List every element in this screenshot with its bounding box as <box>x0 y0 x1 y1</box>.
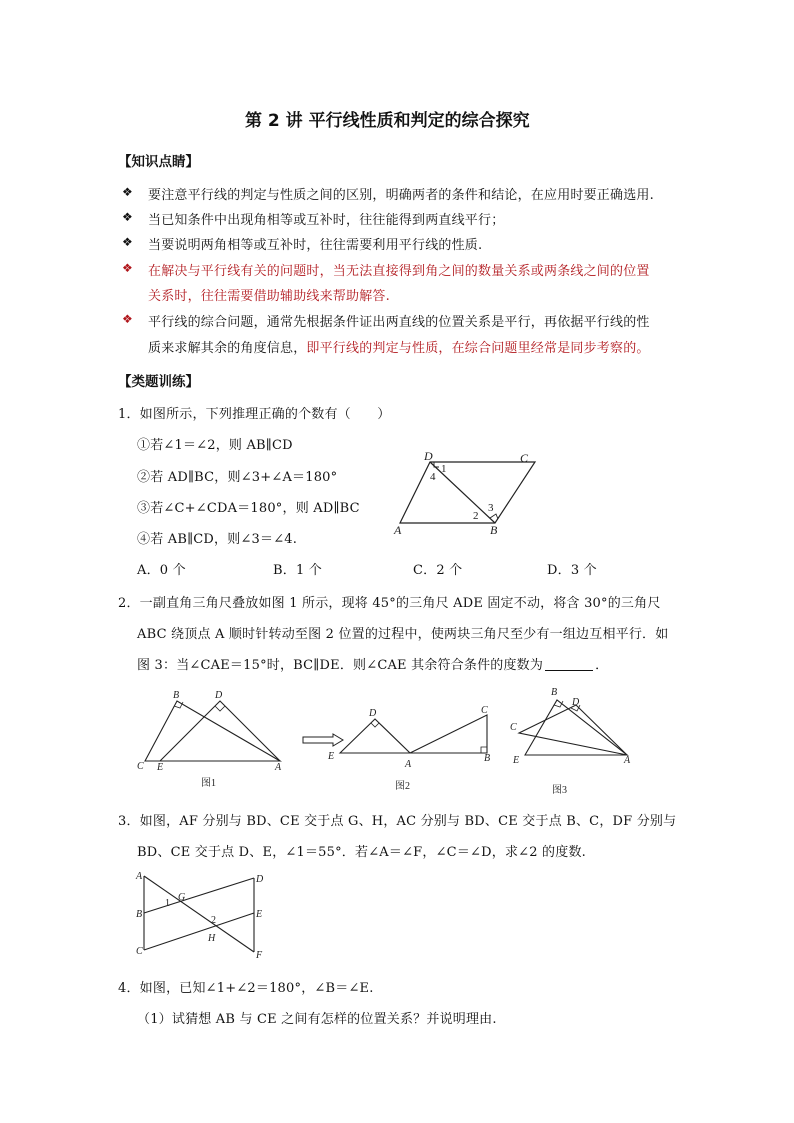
q3-line2: BD、CE 交于点 D、E，∠1＝55°．若∠A＝∠F，∠C＝∠D，求∠2 的度数. <box>137 845 586 860</box>
caption-fig2: 图2 <box>395 781 410 792</box>
knowledge-point-1: 要注意平行线的判定与性质之间的区别，明确两者的条件和结论，在应用时要正确选用. <box>148 188 654 203</box>
fig1-label-d: D <box>215 690 223 701</box>
section-heading-practice: 【类题训练】 <box>118 374 199 390</box>
fig2-triangle-abc <box>410 715 487 753</box>
knowledge-point-2: 当已知条件中出现角相等或互补时，往往能得到两直线平行； <box>148 213 505 228</box>
page-title: 第 2 讲 平行线性质和判定的综合探究 <box>245 111 530 131</box>
line-bd <box>144 878 254 913</box>
label-e: E <box>256 909 263 920</box>
label-c: C <box>520 451 529 465</box>
q1-parallelogram-figure <box>390 448 550 538</box>
caption-fig1: 图1 <box>201 778 216 789</box>
q2-answer-blank[interactable] <box>545 670 593 671</box>
q1-option-d: D．3 个 <box>547 563 597 578</box>
q1-statement-1: ①若∠1＝∠2，则 AB∥CD <box>137 438 293 453</box>
q1-option-b: B．1 个 <box>273 563 322 578</box>
q2-line2: ABC 绕顶点 A 顺时针转动至图 2 位置的过程中，使两块三角尺至少有一组边互相平行．如 <box>137 627 669 642</box>
bullet-icon: ❖ <box>122 312 133 326</box>
label-b: B <box>136 909 143 920</box>
knowledge-point-5-line1: 平行线的综合问题，通常先根据条件证出两直线的位置关系是平行，再依据平行线的性 <box>148 315 650 330</box>
q2-triangle-figures <box>135 683 655 798</box>
label-d: D <box>424 449 433 463</box>
q2-line3-text: 图 3：当∠CAE＝15°时，BC∥DE．则∠CAE 其余符合条件的度数为 <box>137 658 544 673</box>
q3-figure <box>132 868 272 960</box>
label-d: D <box>256 874 264 885</box>
knowledge-point-5-line2 <box>148 337 650 356</box>
fig2-label-b: B <box>484 753 491 764</box>
angle-label-3: 3 <box>488 502 494 514</box>
angle-mark <box>490 514 498 519</box>
knowledge-point-4-line2: 关系时，往往需要借助辅助线来帮助解答. <box>148 289 390 304</box>
label-c: C <box>136 946 143 957</box>
q2-line1: 2．一副直角三角尺叠放如图 1 所示，现将 45°的三角尺 ADE 固定不动，将含 30°的三角尺 <box>118 596 661 611</box>
label-a: A <box>394 523 402 537</box>
knowledge-point-4-line1: 在解决与平行线有关的问题时，当无法直接得到角之间的数量关系或两条线之间的位置 <box>148 264 650 279</box>
bullet-icon: ❖ <box>122 185 133 199</box>
q2-line3 <box>137 654 608 673</box>
line-af <box>144 876 254 952</box>
knowledge-point-3: 当要说明两角相等或互补时，往往需要利用平行线的性质. <box>148 238 483 253</box>
q1-option-a: A．0 个 <box>137 563 186 578</box>
caption-fig3: 图3 <box>552 785 567 796</box>
angle-label-1: 1 <box>441 463 447 475</box>
angle-label-2: 2 <box>473 510 479 522</box>
diagonal-db <box>430 462 495 523</box>
fig3-triangle-abc <box>525 700 627 755</box>
parallelogram <box>400 462 535 523</box>
fig1-triangle-ade <box>160 701 280 761</box>
knowledge-point-5-black: 质来求解其余的角度信息， <box>148 341 307 356</box>
fig3-label-b: B <box>551 687 558 698</box>
label-h: H <box>208 933 216 944</box>
q1-statement-3: ③若∠C+∠CDA＝180°，则 AD∥BC <box>137 501 360 516</box>
transition-arrow <box>303 734 343 746</box>
fig1-triangle-abc <box>145 701 280 761</box>
angle-label-1: 1 <box>165 898 170 909</box>
fig1-label-c: C <box>137 761 144 772</box>
fig3-label-a: A <box>624 755 631 766</box>
label-f: F <box>256 950 263 960</box>
q1-option-c: C．2 个 <box>413 563 463 578</box>
label-b: B <box>490 523 498 537</box>
q4-line1: 4．如图，已知∠1+∠2＝180°，∠B＝∠E. <box>118 981 374 996</box>
bullet-icon: ❖ <box>122 235 133 249</box>
fig3-label-e: E <box>513 755 520 766</box>
q3-line1: 3．如图，AF 分别与 BD、CE 交于点 G、H，AC 分别与 BD、CE 交于点 B、C，DF 分别与 <box>118 814 677 829</box>
fig2-label-a: A <box>405 759 412 770</box>
q4-line2: （1）试猜想 AB 与 CE 之间有怎样的位置关系？并说明理由. <box>137 1012 497 1027</box>
fig1-label-e: E <box>157 762 164 773</box>
q1-statement-2: ②若 AD∥BC，则∠3+∠A＝180° <box>137 470 338 485</box>
fig2-label-e: E <box>328 751 335 762</box>
q2-line3-end: ． <box>595 658 609 673</box>
label-a: A <box>136 871 143 882</box>
section-heading-knowledge: 【知识点睛】 <box>118 154 199 170</box>
line-ce <box>144 913 254 950</box>
bullet-icon: ❖ <box>122 261 133 275</box>
label-g: G <box>178 892 186 903</box>
angle-label-2: 2 <box>211 915 216 926</box>
fig1-label-a: A <box>275 762 282 773</box>
fig1-label-b: B <box>173 690 180 701</box>
q1-statement-4: ④若 AB∥CD，则∠3＝∠4. <box>137 532 298 547</box>
fig3-label-d: D <box>572 697 580 708</box>
fig3-label-c: C <box>510 722 517 733</box>
bullet-icon: ❖ <box>122 210 133 224</box>
fig2-label-c: C <box>481 705 488 716</box>
knowledge-point-5-red: 即平行线的判定与性质，在综合问题里经常是同步考察的。 <box>306 341 650 356</box>
fig2-triangle-ade <box>340 719 410 753</box>
fig2-label-d: D <box>369 708 377 719</box>
q1-stem: 1．如图所示，下列推理正确的个数有（ ） <box>118 407 391 422</box>
angle-label-4: 4 <box>430 471 436 483</box>
